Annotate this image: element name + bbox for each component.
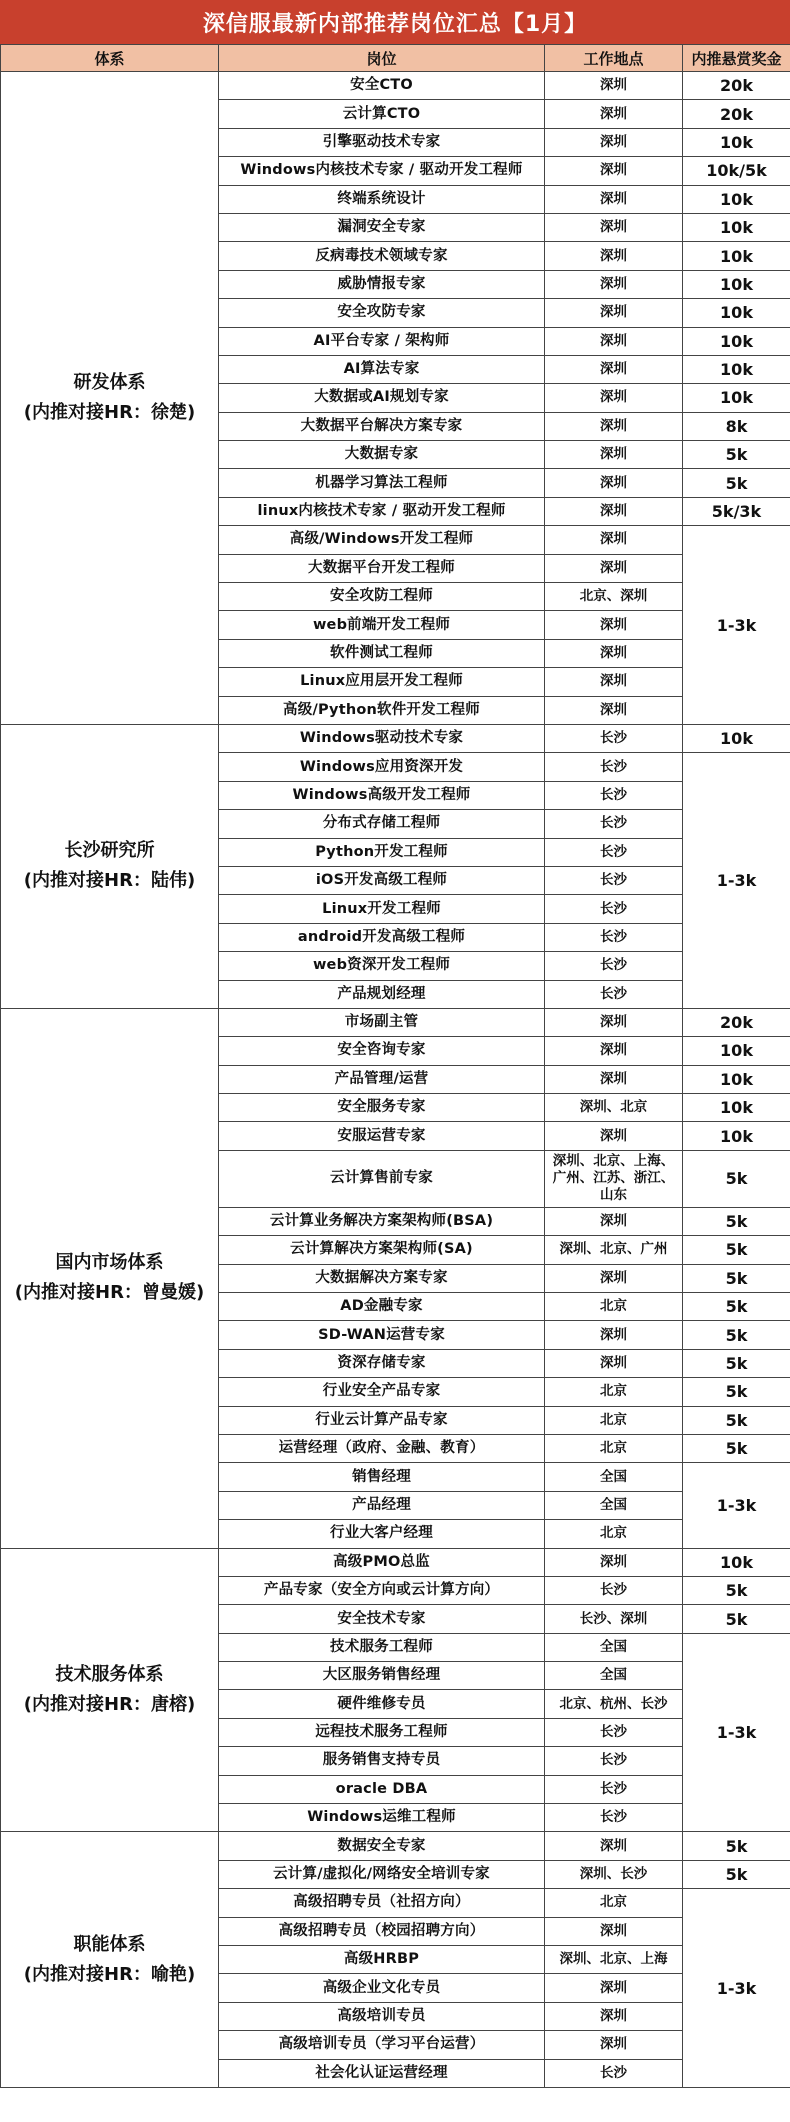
bonus-cell: 10k	[683, 1094, 790, 1122]
location-cell: 长沙	[545, 1747, 683, 1775]
position-cell: Python开发工程师	[219, 838, 545, 866]
system-name: 技术服务体系	[55, 1663, 164, 1685]
location-cell: 北京、杭州、长沙	[545, 1690, 683, 1718]
system-name: 职能体系	[73, 1933, 146, 1955]
location-cell: 北京	[545, 1293, 683, 1321]
location-cell: 长沙	[545, 810, 683, 838]
position-cell: 产品经理	[219, 1491, 545, 1519]
location-cell: 深圳	[545, 1321, 683, 1349]
position-cell: 高级培训专员	[219, 2002, 545, 2030]
bonus-cell: 10k	[683, 1122, 790, 1150]
bonus-cell: 5k	[683, 1406, 790, 1434]
bonus-cell: 5k	[683, 1605, 790, 1633]
position-cell: 威胁情报专家	[219, 270, 545, 298]
location-cell: 长沙	[545, 923, 683, 951]
position-cell: 高级/Windows开发工程师	[219, 526, 545, 554]
position-cell: 产品管理/运营	[219, 1065, 545, 1093]
bonus-cell: 5k	[683, 1378, 790, 1406]
table-row	[1, 1548, 790, 1576]
position-cell: 社会化认证运营经理	[219, 2059, 545, 2087]
location-cell: 深圳	[545, 270, 683, 298]
system-cell	[1, 724, 219, 1008]
location-cell: 深圳、北京、上海	[545, 1946, 683, 1974]
location-cell: 深圳	[545, 128, 683, 156]
position-cell: 分布式存储工程师	[219, 810, 545, 838]
system-cell	[1, 72, 219, 725]
position-cell: 销售经理	[219, 1463, 545, 1491]
position-cell: 产品规划经理	[219, 980, 545, 1008]
position-cell: 大数据解决方案专家	[219, 1264, 545, 1292]
header-bonus: 内推悬赏奖金	[683, 45, 790, 72]
location-cell: 深圳	[545, 242, 683, 270]
system-cell	[1, 1832, 219, 2088]
location-cell: 深圳	[545, 1122, 683, 1150]
bonus-cell: 5k	[683, 1349, 790, 1377]
position-cell: Windows高级开发工程师	[219, 781, 545, 809]
bonus-cell: 5k	[683, 1207, 790, 1235]
position-cell: linux内核技术专家 / 驱动开发工程师	[219, 497, 545, 525]
location-cell: 全国	[545, 1463, 683, 1491]
location-cell: 深圳、北京	[545, 1094, 683, 1122]
bonus-cell: 1-3k	[683, 1633, 790, 1832]
location-cell: 深圳	[545, 1917, 683, 1945]
position-cell: 资深存储专家	[219, 1349, 545, 1377]
header-system: 体系	[1, 45, 219, 72]
location-cell: 深圳、长沙	[545, 1860, 683, 1888]
location-cell: 长沙	[545, 1718, 683, 1746]
position-cell: 行业安全产品专家	[219, 1378, 545, 1406]
location-cell: 全国	[545, 1633, 683, 1661]
bonus-cell: 5k	[683, 1236, 790, 1264]
position-cell: Windows应用资深开发	[219, 753, 545, 781]
location-cell: 深圳	[545, 1037, 683, 1065]
position-cell: 高级HRBP	[219, 1946, 545, 1974]
system-hr-contact: (内推对接HR：喻艳)	[23, 1963, 196, 1985]
position-cell: Linux开发工程师	[219, 895, 545, 923]
position-cell: 技术服务工程师	[219, 1633, 545, 1661]
position-cell: 安全CTO	[219, 72, 545, 100]
bonus-cell: 20k	[683, 1008, 790, 1036]
position-cell: 大数据或AI规划专家	[219, 384, 545, 412]
location-cell: 深圳	[545, 554, 683, 582]
location-cell: 深圳	[545, 469, 683, 497]
location-cell: 深圳	[545, 355, 683, 383]
location-cell: 深圳	[545, 668, 683, 696]
location-cell: 全国	[545, 1662, 683, 1690]
bonus-cell: 10k	[683, 1037, 790, 1065]
location-cell: 长沙	[545, 2059, 683, 2087]
position-cell: 高级招聘专员（社招方向）	[219, 1889, 545, 1917]
system-name: 国内市场体系	[55, 1252, 164, 1274]
position-cell: 大数据平台开发工程师	[219, 554, 545, 582]
system-name: 长沙研究所	[64, 840, 155, 862]
location-cell: 深圳	[545, 327, 683, 355]
bonus-cell: 10k	[683, 185, 790, 213]
location-cell: 长沙	[545, 1775, 683, 1803]
position-cell: 漏洞安全专家	[219, 213, 545, 241]
position-cell: 高级/Python软件开发工程师	[219, 696, 545, 724]
bonus-cell: 1-3k	[683, 526, 790, 725]
location-cell: 长沙、深圳	[545, 1605, 683, 1633]
bonus-cell: 5k	[683, 441, 790, 469]
location-cell: 深圳	[545, 157, 683, 185]
header-position: 岗位	[219, 45, 545, 72]
location-cell: 深圳	[545, 100, 683, 128]
position-cell: oracle DBA	[219, 1775, 545, 1803]
position-cell: 行业云计算产品专家	[219, 1406, 545, 1434]
location-cell: 深圳	[545, 1974, 683, 2002]
position-cell: Linux应用层开发工程师	[219, 668, 545, 696]
bonus-cell: 10k	[683, 327, 790, 355]
position-cell: 安全服务专家	[219, 1094, 545, 1122]
system-hr-contact: (内推对接HR：陆伟)	[23, 870, 196, 892]
bonus-cell: 10k	[683, 299, 790, 327]
bonus-cell: 10k	[683, 128, 790, 156]
location-cell: 深圳	[545, 384, 683, 412]
location-cell: 深圳	[545, 2031, 683, 2059]
position-cell: 引擎驱动技术专家	[219, 128, 545, 156]
position-cell: 远程技术服务工程师	[219, 1718, 545, 1746]
location-cell: 长沙	[545, 1804, 683, 1832]
location-cell: 北京	[545, 1434, 683, 1462]
bonus-cell: 5k	[683, 1321, 790, 1349]
location-cell: 深圳	[545, 1207, 683, 1235]
position-cell: 安全攻防工程师	[219, 583, 545, 611]
position-cell: 终端系统设计	[219, 185, 545, 213]
position-cell: 行业大客户经理	[219, 1520, 545, 1548]
location-cell: 北京、深圳	[545, 583, 683, 611]
bonus-cell: 10k	[683, 384, 790, 412]
position-cell: web前端开发工程师	[219, 611, 545, 639]
table-row	[1, 1008, 790, 1036]
bonus-cell: 10k	[683, 1548, 790, 1576]
location-cell: 长沙	[545, 952, 683, 980]
bonus-cell: 20k	[683, 72, 790, 100]
bonus-cell: 20k	[683, 100, 790, 128]
bonus-cell: 10k	[683, 724, 790, 752]
position-cell: 服务销售支持专员	[219, 1747, 545, 1775]
position-cell: 安全咨询专家	[219, 1037, 545, 1065]
position-cell: 软件测试工程师	[219, 639, 545, 667]
bonus-cell: 5k	[683, 1264, 790, 1292]
bonus-cell: 8k	[683, 412, 790, 440]
header-location: 工作地点	[545, 45, 683, 72]
location-cell: 深圳	[545, 497, 683, 525]
position-cell: 反病毒技术领域专家	[219, 242, 545, 270]
bonus-cell: 5k	[683, 1293, 790, 1321]
bonus-cell: 10k/5k	[683, 157, 790, 185]
location-cell: 深圳	[545, 1065, 683, 1093]
location-cell: 北京	[545, 1406, 683, 1434]
position-cell: 大数据平台解决方案专家	[219, 412, 545, 440]
table-row	[1, 72, 790, 100]
table-row	[1, 724, 790, 752]
position-cell: 大数据专家	[219, 441, 545, 469]
location-cell: 深圳	[545, 299, 683, 327]
position-cell: 云计算解决方案架构师(SA)	[219, 1236, 545, 1264]
location-cell: 深圳	[545, 72, 683, 100]
system-hr-contact: (内推对接HR：曾曼媛)	[14, 1282, 205, 1304]
bonus-cell: 5k	[683, 1860, 790, 1888]
location-cell: 深圳	[545, 412, 683, 440]
position-cell: AI算法专家	[219, 355, 545, 383]
location-cell: 深圳	[545, 1548, 683, 1576]
location-cell: 长沙	[545, 980, 683, 1008]
bonus-cell: 10k	[683, 242, 790, 270]
position-cell: web资深开发工程师	[219, 952, 545, 980]
bonus-cell: 1-3k	[683, 753, 790, 1009]
position-cell: 安全攻防专家	[219, 299, 545, 327]
bonus-cell: 10k	[683, 213, 790, 241]
system-hr-contact: (内推对接HR：唐榕)	[23, 1693, 196, 1715]
bonus-cell: 1-3k	[683, 1463, 790, 1548]
bonus-cell: 5k	[683, 1434, 790, 1462]
table-row	[1, 1832, 790, 1860]
system-cell	[1, 1548, 219, 1832]
bonus-cell: 5k	[683, 1150, 790, 1207]
location-cell: 深圳	[545, 441, 683, 469]
location-cell: 全国	[545, 1491, 683, 1519]
bonus-cell: 5k/3k	[683, 497, 790, 525]
bonus-cell: 5k	[683, 469, 790, 497]
location-cell: 深圳	[545, 611, 683, 639]
location-cell: 长沙	[545, 753, 683, 781]
position-cell: Windows运维工程师	[219, 1804, 545, 1832]
position-cell: AD金融专家	[219, 1293, 545, 1321]
position-cell: SD-WAN运营专家	[219, 1321, 545, 1349]
position-cell: 高级培训专员（学习平台运营）	[219, 2031, 545, 2059]
location-cell: 长沙	[545, 781, 683, 809]
position-cell: Windows内核技术专家 / 驱动开发工程师	[219, 157, 545, 185]
location-cell: 长沙	[545, 724, 683, 752]
location-cell: 长沙	[545, 838, 683, 866]
location-cell: 深圳	[545, 1264, 683, 1292]
position-cell: 大区服务销售经理	[219, 1662, 545, 1690]
system-hr-contact: (内推对接HR：徐楚)	[23, 401, 196, 423]
position-cell: 高级PMO总监	[219, 1548, 545, 1576]
position-cell: 机器学习算法工程师	[219, 469, 545, 497]
bonus-cell: 1-3k	[683, 1889, 790, 2088]
system-cell	[1, 1008, 219, 1548]
bonus-cell: 5k	[683, 1576, 790, 1604]
bonus-cell: 5k	[683, 1832, 790, 1860]
location-cell: 深圳	[545, 1832, 683, 1860]
position-cell: 高级招聘专员（校园招聘方向）	[219, 1917, 545, 1945]
system-name: 研发体系	[73, 371, 146, 393]
location-cell: 北京	[545, 1378, 683, 1406]
location-cell: 长沙	[545, 1576, 683, 1604]
location-cell: 北京	[545, 1889, 683, 1917]
location-cell: 深圳	[545, 185, 683, 213]
position-cell: 数据安全专家	[219, 1832, 545, 1860]
bonus-cell: 10k	[683, 355, 790, 383]
location-cell: 长沙	[545, 895, 683, 923]
table-header-row	[1, 45, 790, 72]
positions-table	[0, 44, 790, 2088]
position-cell: 安服运营专家	[219, 1122, 545, 1150]
position-cell: AI平台专家 / 架构师	[219, 327, 545, 355]
location-cell: 深圳、北京、上海、广州、江苏、浙江、山东	[545, 1150, 683, 1207]
position-cell: Windows驱动技术专家	[219, 724, 545, 752]
table-body	[1, 72, 790, 2088]
location-cell: 北京	[545, 1520, 683, 1548]
location-cell: 长沙	[545, 866, 683, 894]
location-cell: 深圳	[545, 696, 683, 724]
location-cell: 深圳、北京、广州	[545, 1236, 683, 1264]
page-title: 深信服最新内部推荐岗位汇总【1月】	[0, 0, 790, 44]
location-cell: 深圳	[545, 526, 683, 554]
bonus-cell: 10k	[683, 1065, 790, 1093]
position-cell: 安全技术专家	[219, 1605, 545, 1633]
position-cell: 市场副主管	[219, 1008, 545, 1036]
location-cell: 深圳	[545, 213, 683, 241]
position-cell: 云计算CTO	[219, 100, 545, 128]
location-cell: 深圳	[545, 639, 683, 667]
position-cell: iOS开发高级工程师	[219, 866, 545, 894]
position-cell: 云计算业务解决方案架构师(BSA)	[219, 1207, 545, 1235]
position-cell: 高级企业文化专员	[219, 1974, 545, 2002]
position-cell: 硬件维修专员	[219, 1690, 545, 1718]
bonus-cell: 10k	[683, 270, 790, 298]
position-cell: 云计算/虚拟化/网络安全培训专家	[219, 1860, 545, 1888]
position-cell: android开发高级工程师	[219, 923, 545, 951]
location-cell: 深圳	[545, 2002, 683, 2030]
location-cell: 深圳	[545, 1349, 683, 1377]
location-cell: 深圳	[545, 1008, 683, 1036]
position-cell: 运营经理（政府、金融、教育）	[219, 1434, 545, 1462]
position-cell: 云计算售前专家	[219, 1150, 545, 1207]
position-cell: 产品专家（安全方向或云计算方向）	[219, 1576, 545, 1604]
